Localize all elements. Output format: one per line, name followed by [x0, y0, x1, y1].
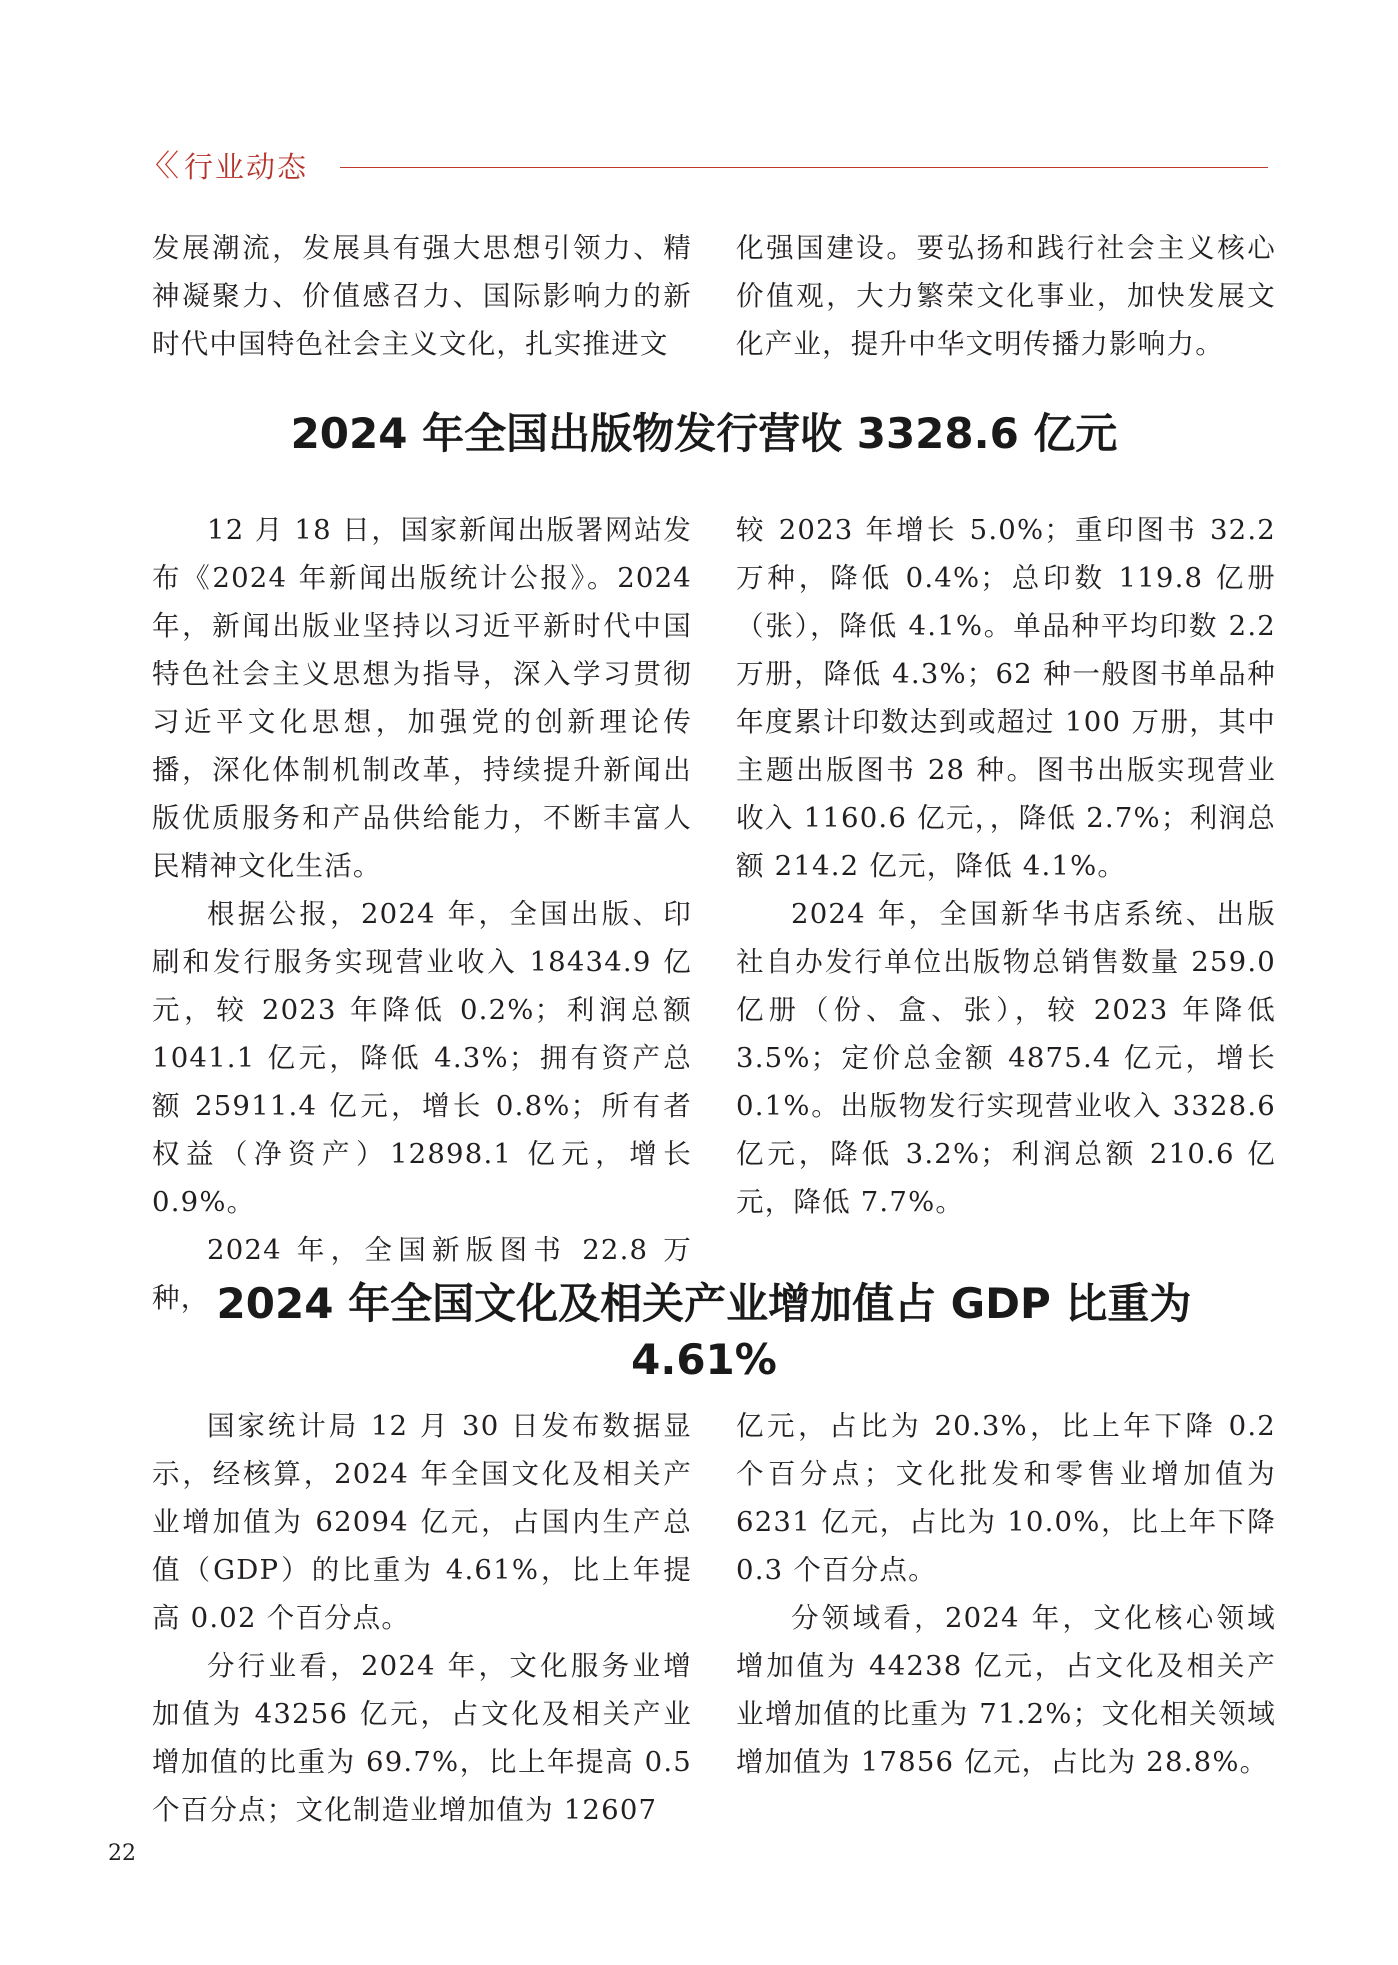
article2-paragraph: 分领域看，2024 年，文化核心领域增加值为 44238 亿元，占文化及相关产业增加值的比重为 71.2%；文化相关领域增加值为 17856 亿元，占比为 28.8%。 [736, 1602, 1276, 1778]
article1-paragraph: 较 2023 年增长 5.0%；重印图书 32.2 万种，降低 0.4%；总印数 119.8 亿册（张），降低 4.1%。单品种平均印数 2.2 万册，降低 4.3%；62 种一般图书单品种年度累计印数达到或超过 100 万册，其中主题出版图书 28 种。图书出版实现营业收入 1160.6 亿元，，降低 2.7%；利润总额 214.2 亿元，降低 4.1%。 [736, 514, 1276, 882]
intro-left-column [152, 224, 692, 368]
article1-title: 2024 年全国出版物发行营收 3328.6 亿元 [290, 409, 1118, 458]
intro-left-paragraph: 发展潮流，发展具有强大思想引领力、精神凝聚力、价值感召力、国际影响力的新时代中国特色社会主义文化，扎实推进文 [152, 232, 692, 360]
page-number: 22 [108, 1841, 136, 1866]
article1-right-column [736, 506, 1276, 1226]
article2-paragraph: 国家统计局 12 月 30 日发布数据显示，经核算，2024 年全国文化及相关产业增加值为 62094 亿元，占国内生产总值（GDP）的比重为 4.61%，比上年提高 0.02 个百分点。 [152, 1410, 692, 1634]
article2-paragraph: 分行业看，2024 年，文化服务业增加值为 43256 亿元，占文化及相关产业增加值的比重为 69.7%，比上年提高 0.5 个百分点；文化制造业增加值为 12607 [152, 1650, 692, 1826]
article2-title: 2024 年全国文化及相关产业增加值占 GDP 比重为 4.61% [216, 1279, 1192, 1384]
article2-left-column [152, 1402, 692, 1834]
section-title: 行业动态 [184, 150, 309, 184]
header-divider [340, 167, 1268, 168]
article1-paragraph: 12 月 18 日，国家新闻出版署网站发布《2024 年新闻出版统计公报》。2024 年，新闻出版业坚持以习近平新时代中国特色社会主义思想为指导，深入学习贯彻习近平文化思想，加强党的创新理论传播，深化体制机制改革，持续提升新闻出版优质服务和产品供给能力，不断丰富人民精神文化生活。 [152, 514, 692, 882]
intro-right-paragraph: 化强国建设。要弘扬和践行社会主义核心价值观，大力繁荣文化事业，加快发展文化产业，提升中华文明传播力影响力。 [736, 232, 1276, 360]
double-chevron-left-icon: 〈〈 [140, 149, 173, 184]
article2-right-column [736, 1402, 1276, 1786]
article1-paragraph: 2024 年，全国新华书店系统、出版社自办发行单位出版物总销售数量 259.0 亿册（份、盒、张），较 2023 年降低 3.5%；定价总金额 4875.4 亿元，增长 0.1%。出版物发行实现营业收入 3328.6 亿元，降低 3.2%；利润总额 210.6 亿元，降低 7.7%。 [736, 898, 1276, 1218]
article1-paragraph: 根据公报，2024 年，全国出版、印刷和发行服务实现营业收入 18434.9 亿元，较 2023 年降低 0.2%；利润总额 1041.1 亿元，降低 4.3%；拥有资产总额 25911.4 亿元，增长 0.8%；所有者权益（净资产）12898.1 亿元，增长 0.9%。 [152, 898, 692, 1218]
article2-paragraph: 亿元，占比为 20.3%，比上年下降 0.2 个百分点；文化批发和零售业增加值为 6231 亿元，占比为 10.0%，比上年下降 0.3 个百分点。 [736, 1410, 1276, 1586]
intro-right-column [736, 224, 1276, 368]
article1-paragraph: 2024 年，全国新版图书 22.8 万种， [152, 1234, 692, 1314]
article1-left-column [152, 506, 692, 1322]
section-header [140, 150, 1268, 184]
